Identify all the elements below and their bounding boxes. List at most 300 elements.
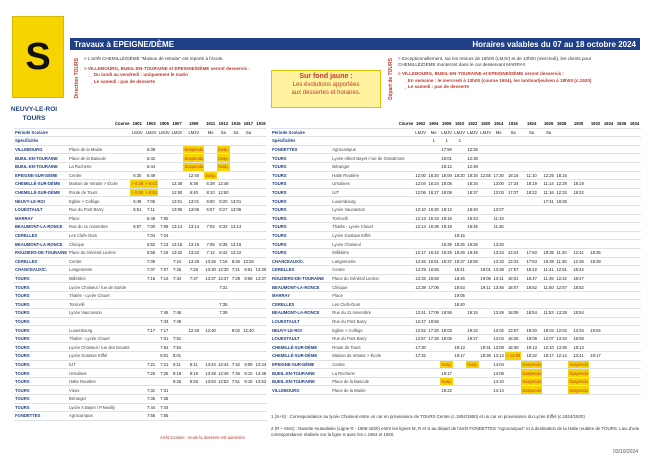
time-cell: 19:17	[441, 370, 452, 376]
time-cell: 7:31	[158, 386, 171, 395]
stop-row	[14, 171, 267, 180]
time-cell: 11:30	[556, 250, 567, 256]
time-cell: 13:04	[493, 336, 504, 342]
stop-place: Place de la Bascule	[331, 377, 414, 386]
time-cell	[521, 162, 542, 171]
time-cell: 7:04	[144, 231, 158, 240]
time-cell: 18:19	[441, 224, 452, 230]
time-cell	[628, 171, 641, 180]
time-cell	[414, 300, 427, 309]
time-cell: 7:06	[144, 197, 158, 206]
time-cell	[230, 145, 242, 154]
time-cell	[589, 205, 602, 214]
time-cell: 19:01	[480, 267, 491, 273]
time-cell	[130, 309, 144, 318]
left-footnote: Arrêt scolaire : seule la desserte est autorisée	[160, 435, 245, 440]
time-cell	[158, 145, 171, 154]
time-cell: LMJV	[183, 128, 204, 137]
time-cell	[130, 162, 144, 171]
time-cell	[568, 300, 589, 309]
time-cell: 9:09	[242, 360, 254, 369]
time-cell	[242, 352, 254, 361]
time-cell: 18:09	[441, 190, 452, 196]
time-cell	[628, 223, 641, 232]
time-cell	[615, 128, 628, 137]
time-cell: 19:13	[568, 343, 589, 352]
stop-row	[271, 248, 641, 257]
stop-row	[271, 154, 641, 163]
time-cell: 7:55	[144, 412, 158, 421]
time-cell	[568, 128, 589, 137]
time-cell: 6:40	[183, 188, 204, 197]
time-cell	[479, 205, 492, 214]
stop-place: Lycée Choiseul / rue des Douets	[69, 344, 130, 350]
time-cell: 16:39	[441, 241, 452, 247]
time-cell	[589, 334, 602, 343]
time-cell: 18:42	[521, 266, 542, 275]
time-cell	[171, 231, 184, 240]
time-cell: 18:40	[454, 301, 465, 307]
time-cell	[568, 205, 589, 214]
time-cell	[568, 240, 589, 249]
stop-town: Spécificités	[14, 137, 68, 146]
time-cell: 13:37	[255, 275, 267, 281]
course-number: 1928	[556, 121, 567, 127]
time-cell	[255, 240, 267, 249]
time-cell: 17:53	[521, 257, 542, 266]
time-cell	[204, 343, 217, 352]
time-cell: 7:31	[144, 386, 158, 395]
time-cell	[479, 154, 492, 163]
time-cell	[492, 137, 505, 146]
time-cell	[414, 154, 427, 163]
stop-row	[271, 223, 641, 232]
time-cell: LMJV	[454, 129, 466, 135]
time-cell: 7:29	[230, 274, 242, 283]
time-cell	[479, 291, 492, 300]
time-cell	[204, 317, 217, 326]
course-number: 1901	[130, 120, 144, 128]
time-cell: 12:48	[171, 181, 183, 187]
time-cell: 7:35	[158, 395, 171, 404]
stop-row	[14, 231, 267, 240]
time-cell: 18:39	[543, 258, 554, 264]
time-cell	[505, 162, 521, 171]
time-cell	[230, 386, 242, 395]
legend-title: Sur fond jaune :	[299, 73, 353, 80]
time-cell	[158, 300, 171, 309]
time-cell: 12:40	[243, 327, 254, 333]
stop-place: Torricelli	[331, 214, 414, 223]
time-cell: 12:52	[415, 327, 426, 333]
stop-place: Route de Tours	[331, 343, 414, 352]
time-cell	[217, 403, 230, 412]
stop-place	[68, 317, 130, 326]
time-cell: 7:00	[144, 223, 158, 232]
time-cell	[628, 205, 641, 214]
stop-row	[271, 377, 641, 386]
time-cell: 7:44	[144, 403, 158, 412]
time-cell: 19:22	[441, 387, 452, 393]
time-cell	[255, 334, 267, 343]
time-cell	[242, 403, 254, 412]
time-cell: 7:31	[158, 334, 171, 343]
time-cell	[204, 154, 217, 163]
time-cell: 17:57	[505, 266, 521, 275]
stop-row	[271, 343, 641, 352]
time-cell: 18:35	[590, 250, 601, 256]
time-cell	[505, 369, 521, 378]
time-cell	[204, 300, 217, 309]
time-cell	[505, 205, 521, 214]
time-cell: 8:32	[217, 223, 230, 232]
time-cell	[414, 291, 427, 300]
time-cell: 12:50	[171, 190, 183, 196]
time-cell: 13:03	[493, 190, 504, 196]
time-cell	[521, 137, 542, 146]
time-cell	[479, 317, 492, 326]
note: CHEMILLÉ/DÈME monteront dans le car desservant MARRAY.	[398, 62, 527, 68]
time-cell: 7:21	[144, 360, 158, 369]
time-cell	[255, 128, 267, 137]
time-cell	[589, 223, 602, 232]
time-cell	[521, 145, 542, 154]
time-cell	[479, 257, 492, 266]
time-cell	[230, 412, 242, 421]
stop-place: IUT	[331, 188, 414, 197]
time-cell	[615, 205, 628, 214]
time-cell: 7:12	[204, 248, 217, 257]
time-cell	[568, 223, 589, 232]
time-cell: Suspendu	[522, 361, 542, 367]
time-cell: 13:16	[183, 240, 204, 249]
stop-town: TOURS	[14, 334, 68, 343]
time-cell: 18:47	[521, 274, 542, 283]
time-cell	[130, 231, 144, 240]
note: _ Le samedi : pas de desserte	[90, 78, 156, 84]
time-cell: 13:22	[230, 250, 242, 256]
time-cell	[183, 334, 204, 343]
stop-town: TOURS	[14, 403, 68, 412]
time-cell	[492, 291, 505, 300]
time-cell	[628, 386, 641, 395]
time-cell	[602, 180, 615, 189]
stop-town: TOURS	[271, 231, 331, 240]
time-cell	[242, 412, 254, 421]
stop-row	[14, 343, 267, 352]
course-row	[14, 120, 267, 128]
time-cell	[615, 231, 628, 240]
time-cell: 18:35	[543, 250, 554, 256]
time-cell: 14:10	[493, 379, 504, 385]
time-cell	[171, 214, 184, 223]
time-cell	[230, 403, 242, 412]
time-cell: Susp.	[441, 379, 453, 385]
time-cell	[479, 360, 492, 369]
time-cell	[130, 377, 144, 386]
time-cell: 9:10	[242, 369, 254, 378]
stop-town: CERELLES	[14, 231, 68, 240]
time-cell	[204, 162, 217, 171]
time-cell	[230, 180, 242, 189]
left-timetable	[14, 120, 267, 421]
time-cell	[242, 223, 254, 232]
time-cell	[255, 197, 267, 206]
time-cell: 13:37	[218, 275, 229, 281]
stop-row	[271, 274, 641, 283]
time-cell	[479, 137, 492, 146]
time-cell	[171, 283, 184, 292]
stop-place: Langennerie	[68, 266, 130, 275]
time-cell	[183, 137, 204, 146]
time-cell	[589, 274, 602, 283]
stop-row	[14, 197, 267, 206]
time-cell: 6:38	[204, 180, 217, 189]
time-cell	[628, 300, 641, 309]
time-cell: 13:36	[556, 344, 567, 350]
time-cell: 16:27	[428, 190, 439, 196]
time-cell	[602, 154, 615, 163]
time-cell	[230, 283, 242, 292]
stop-town: MARRAY	[271, 291, 331, 300]
time-cell: 7:42	[230, 360, 242, 369]
note: _ Le samedi : pas de desserte	[404, 83, 470, 89]
time-cell	[542, 205, 555, 214]
stop-place: Béranger	[68, 395, 130, 404]
time-cell	[255, 137, 267, 146]
time-cell	[628, 137, 641, 146]
time-cell: 8:11	[171, 360, 184, 369]
time-cell	[479, 197, 492, 206]
time-cell: Susp.	[217, 155, 229, 161]
stop-row	[271, 369, 641, 378]
time-cell: 18:29	[454, 250, 465, 256]
stop-place: Lycée Choiseul / rue de Suède	[68, 283, 130, 292]
time-cell	[521, 240, 542, 249]
time-cell	[492, 154, 505, 163]
time-cell	[204, 137, 217, 146]
time-cell: 7:54	[158, 343, 171, 352]
time-cell: 18:01	[505, 274, 521, 283]
time-cell	[453, 309, 466, 318]
time-cell: 18:16	[441, 215, 452, 221]
time-cell	[230, 317, 242, 326]
time-cell: 18:49	[467, 250, 478, 256]
time-cell	[204, 403, 217, 412]
course-number: 1919	[256, 121, 266, 127]
time-cell	[242, 240, 254, 249]
time-cell	[589, 197, 602, 206]
time-cell	[602, 223, 615, 232]
time-cell	[589, 145, 602, 154]
stop-row	[271, 197, 641, 206]
time-cell: 18:01	[441, 155, 452, 161]
time-cell: Sa	[542, 128, 555, 137]
time-cell	[414, 162, 427, 171]
time-cell	[542, 369, 555, 378]
stop-place: La Rocherie	[331, 369, 414, 378]
time-cell: > 6:38	[131, 181, 144, 187]
stop-place: La Rocherie	[68, 162, 130, 171]
stop-place: Lycée Albert Bayet / rue de Grandmont	[331, 154, 414, 163]
time-cell	[453, 205, 466, 214]
time-cell	[230, 291, 242, 300]
time-cell	[230, 231, 242, 240]
time-cell	[427, 145, 440, 154]
time-cell: 19:35	[480, 353, 491, 359]
validity-title: Horaires valables du 07 au 18 octobre 2024	[472, 39, 636, 49]
stop-row	[14, 386, 267, 395]
time-cell	[183, 403, 204, 412]
time-cell	[427, 360, 440, 369]
time-cell	[521, 291, 542, 300]
stop-row	[271, 257, 641, 266]
time-cell	[171, 291, 184, 300]
time-cell: 12:42	[556, 275, 567, 281]
time-cell: > 6:50	[145, 190, 157, 196]
time-cell: 7:54	[171, 343, 184, 352]
time-cell	[628, 326, 641, 335]
course-number: 1924	[521, 120, 542, 128]
stop-row	[14, 300, 267, 309]
time-cell: 7:24	[171, 257, 184, 266]
stop-town: BUEIL-EN-TOURAINE	[14, 162, 68, 171]
time-cell	[615, 360, 628, 369]
time-cell: 11:50	[543, 284, 554, 290]
time-cell	[542, 162, 555, 171]
time-cell	[542, 137, 555, 146]
time-cell: 7:14	[158, 274, 171, 283]
time-cell	[568, 145, 589, 154]
time-cell	[466, 377, 479, 386]
time-cell	[555, 291, 568, 300]
time-cell	[542, 231, 555, 240]
time-cell	[130, 240, 144, 249]
time-cell	[615, 291, 628, 300]
time-cell: 18:34	[467, 181, 478, 187]
time-cell	[427, 343, 440, 352]
time-cell: > 14:00	[506, 353, 521, 359]
stop-town: CERELLES	[271, 300, 331, 309]
time-cell	[183, 386, 204, 395]
time-cell	[144, 317, 158, 326]
stop-place: Centre	[68, 171, 130, 180]
time-cell: Sa	[217, 128, 230, 137]
stop-row	[14, 214, 267, 223]
time-cell	[171, 326, 184, 335]
time-cell: 13:08	[493, 344, 504, 350]
stop-town: Spécificités	[271, 137, 331, 146]
time-cell	[144, 309, 158, 318]
time-cell	[183, 214, 204, 223]
time-cell	[602, 369, 615, 378]
time-cell	[242, 343, 254, 352]
time-cell	[615, 309, 628, 318]
time-cell: 12:38	[415, 284, 426, 290]
time-cell: > 6:50	[131, 190, 144, 196]
time-cell	[542, 240, 555, 249]
stop-row	[271, 137, 641, 146]
time-cell	[427, 197, 440, 206]
time-cell	[158, 257, 171, 266]
time-cell	[158, 162, 171, 171]
time-cell: 13:53	[218, 379, 229, 385]
stop-place: Lycée Choiseul	[331, 240, 414, 249]
time-cell	[602, 317, 615, 326]
time-cell	[242, 300, 254, 309]
time-cell	[602, 300, 615, 309]
time-cell	[414, 360, 427, 369]
time-cell	[615, 283, 628, 292]
stop-place: IUT	[68, 360, 130, 369]
time-cell: 18:29	[441, 250, 452, 256]
time-cell	[414, 386, 427, 395]
time-cell: 17:30	[493, 172, 504, 178]
time-cell: 18:13	[441, 207, 452, 213]
time-cell	[628, 343, 641, 352]
time-cell	[255, 326, 267, 335]
time-cell	[183, 317, 204, 326]
time-cell: 13:49	[493, 310, 504, 316]
line-badge	[12, 16, 64, 98]
time-cell	[479, 334, 492, 343]
stop-row	[271, 145, 641, 154]
stop-town: TOURS	[14, 369, 68, 378]
time-cell	[479, 231, 492, 240]
time-cell	[628, 214, 641, 223]
time-cell	[255, 317, 267, 326]
time-cell: 13:14	[171, 224, 183, 230]
time-cell	[144, 352, 158, 361]
time-cell	[615, 300, 628, 309]
time-cell: 11:36	[556, 258, 567, 264]
time-cell	[171, 386, 184, 395]
stop-row	[271, 180, 641, 189]
stop-town: TOURS	[14, 274, 68, 283]
time-cell: 18:15	[556, 172, 567, 178]
time-cell: 2	[453, 137, 466, 146]
time-cell: 19:17	[543, 353, 554, 359]
stop-town: LOUESTAULT	[14, 205, 68, 214]
stop-place: Centre	[331, 360, 414, 369]
time-cell	[555, 231, 568, 240]
time-cell: 18:40	[467, 207, 478, 213]
stop-place: Les Clufs-Ours	[331, 300, 414, 309]
time-cell	[628, 317, 641, 326]
time-cell: 18:19	[568, 180, 589, 189]
time-cell	[427, 377, 440, 386]
time-cell: 16:30	[428, 207, 439, 213]
time-cell	[568, 231, 589, 240]
stop-place	[68, 137, 130, 146]
time-cell	[505, 223, 521, 232]
stop-town: TOURS	[14, 377, 68, 386]
time-cell	[255, 283, 267, 292]
time-cell	[628, 274, 641, 283]
time-cell	[615, 266, 628, 275]
time-cell: 13:33	[493, 258, 504, 264]
time-cell: 13:22	[171, 250, 183, 256]
stop-town: TOURS	[271, 197, 331, 206]
time-cell	[479, 162, 492, 171]
time-cell	[242, 137, 254, 146]
notes-left	[84, 56, 264, 85]
time-cell	[589, 128, 602, 137]
stop-town: TOURS	[14, 291, 68, 300]
time-cell	[230, 309, 242, 318]
time-cell: 9:15	[242, 377, 254, 386]
stop-place: Lycée Vaucanson	[331, 205, 414, 214]
